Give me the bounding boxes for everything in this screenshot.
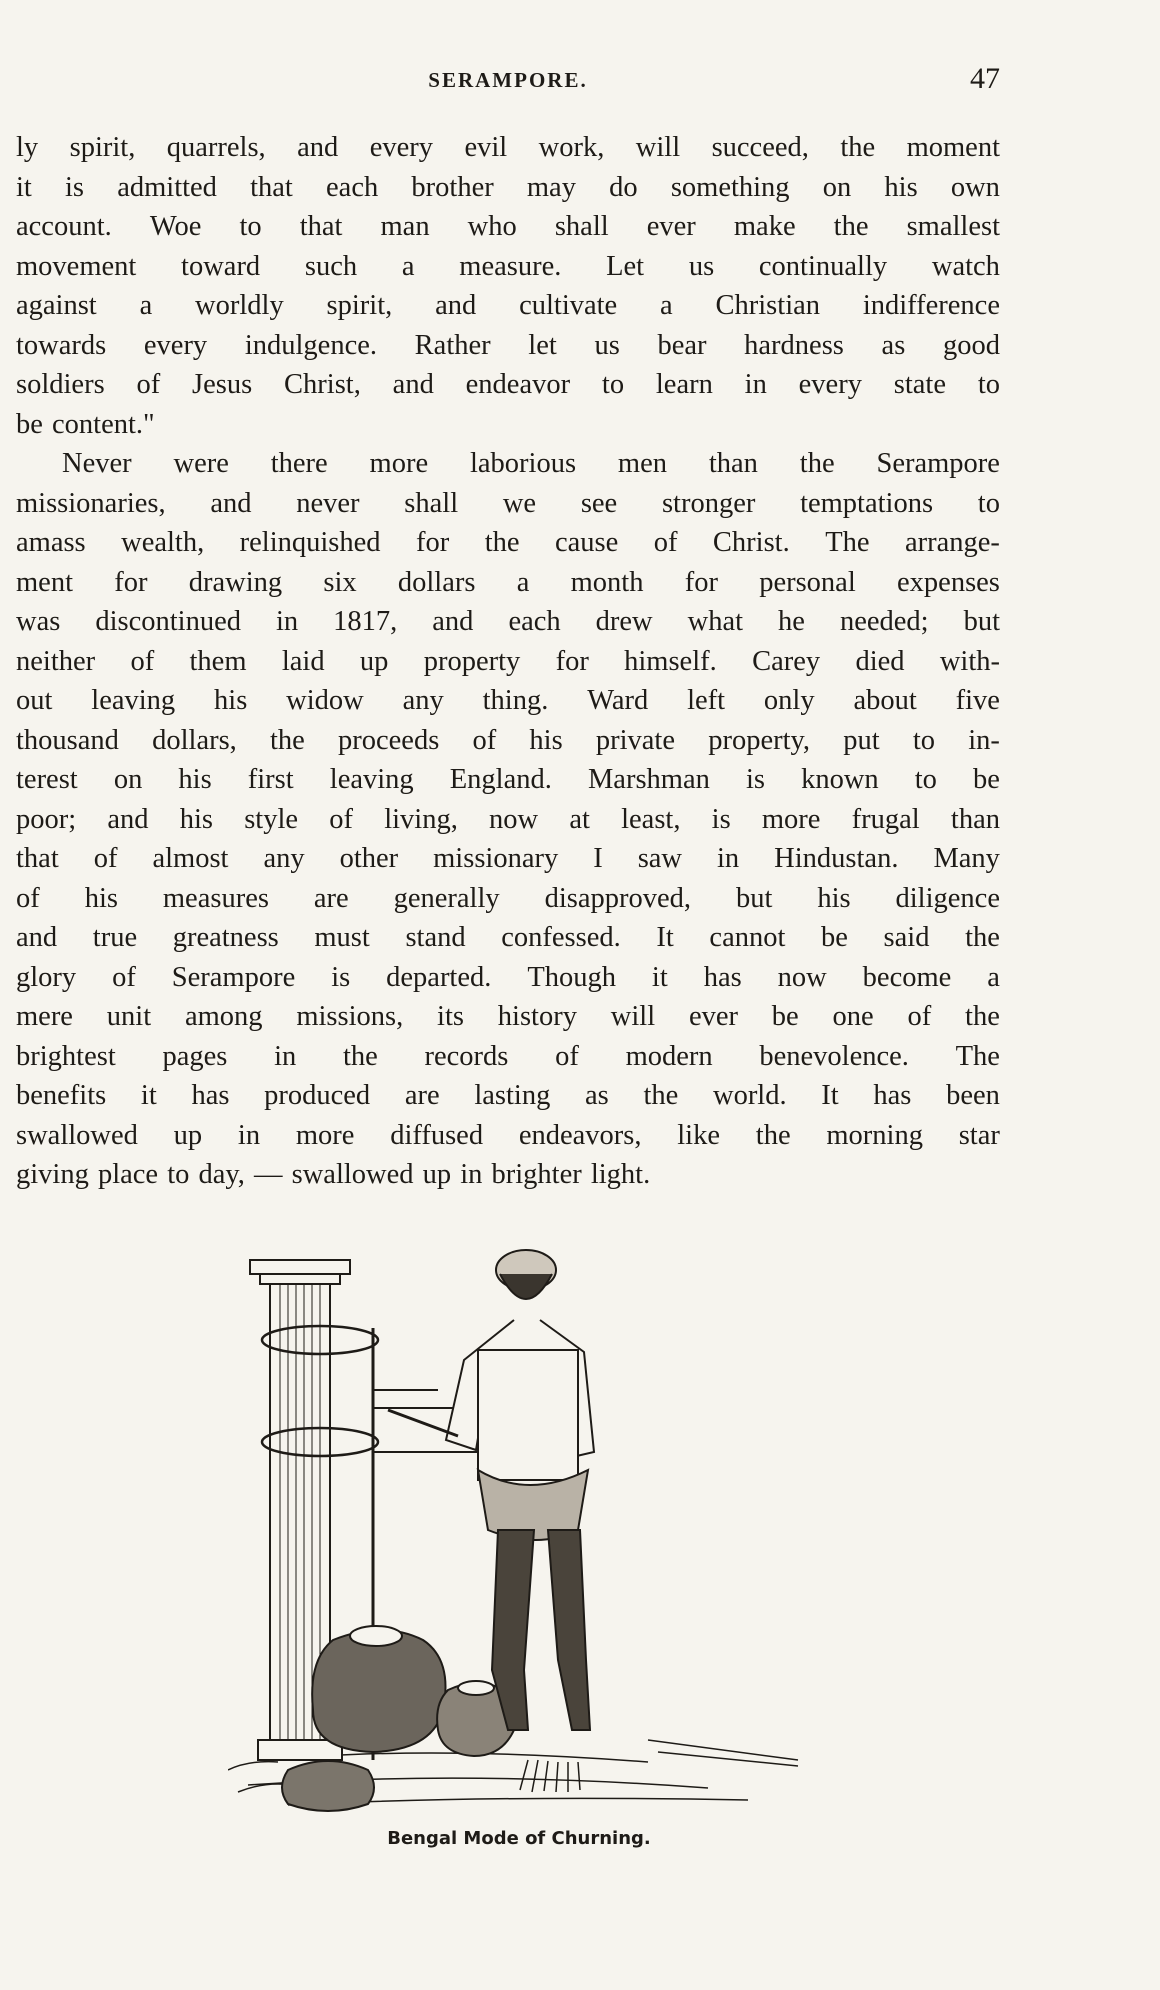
text-line: be content." [16,408,155,440]
text-line: out leaving his widow any thing. Ward left only about five [16,685,1000,716]
text-line: neither of them laid up property for himself. Carey died with- [16,645,1000,677]
text-line: ly spirit, quarrels, and every evil work, will succeed, the moment [16,132,1000,163]
text-line: it is admitted that each brother may do something on his own [16,171,1000,203]
text-line: amass wealth, relinquished for the cause of Christ. The arrange- [16,527,1000,558]
text-line: soldiers of Jesus Christ, and endeavor to learn in every state to [16,369,1000,400]
body-text [16,128,1000,1195]
text-line: thousand dollars, the proceeds of his private property, put to in- [16,724,1000,756]
text-line: poor; and his style of living, now at least, is more frugal than [16,803,1000,835]
figure-caption: Bengal Mode of Churning. [387,1828,651,1849]
text-line: account. Woe to that man who shall ever make the smallest [16,211,1000,242]
text-line: mere unit among missions, its history will ever be one of the [16,1001,1000,1032]
text-line: ment for drawing six dollars a month for personal expenses [16,566,1000,598]
page-number: 47 [970,62,1000,95]
churning-illustration [228,1240,808,1820]
text-line: against a worldly spirit, and cultivate a Christian indifference [16,290,1000,321]
text-line: was discontinued in 1817, and each drew what he needed; but [16,606,1000,637]
text-line: that of almost any other missionary I saw in Hindustan. Many [16,843,1000,874]
text-line: of his measures are generally disapproved, but his diligence [16,882,1000,914]
text-line: movement toward such a measure. Let us continually watch [16,250,1000,282]
running-head: SERAMPORE. [428,68,588,92]
text-line: glory of Serampore is departed. Though it has now become a [16,961,1000,993]
text-line: Never were there more laborious men than the Serampore [62,448,1000,479]
text-line: benefits it has produced are lasting as the world. It has been [16,1080,1000,1111]
text-line: brightest pages in the records of modern benevolence. The [16,1040,1000,1072]
text-line: swallowed up in more diffused endeavors, like the morning star [16,1119,1000,1151]
text-line: towards every indulgence. Rather let us bear hardness as good [16,329,1000,361]
text-line: and true greatness must stand confessed. It cannot be said the [16,922,1000,953]
text-line: missionaries, and never shall we see stronger temptations to [16,487,1000,519]
page-header [16,62,1000,102]
text-line: terest on his first leaving England. Marshman is known to be [16,764,1000,795]
text-line: giving place to day, — swallowed up in brighter light. [16,1159,651,1190]
